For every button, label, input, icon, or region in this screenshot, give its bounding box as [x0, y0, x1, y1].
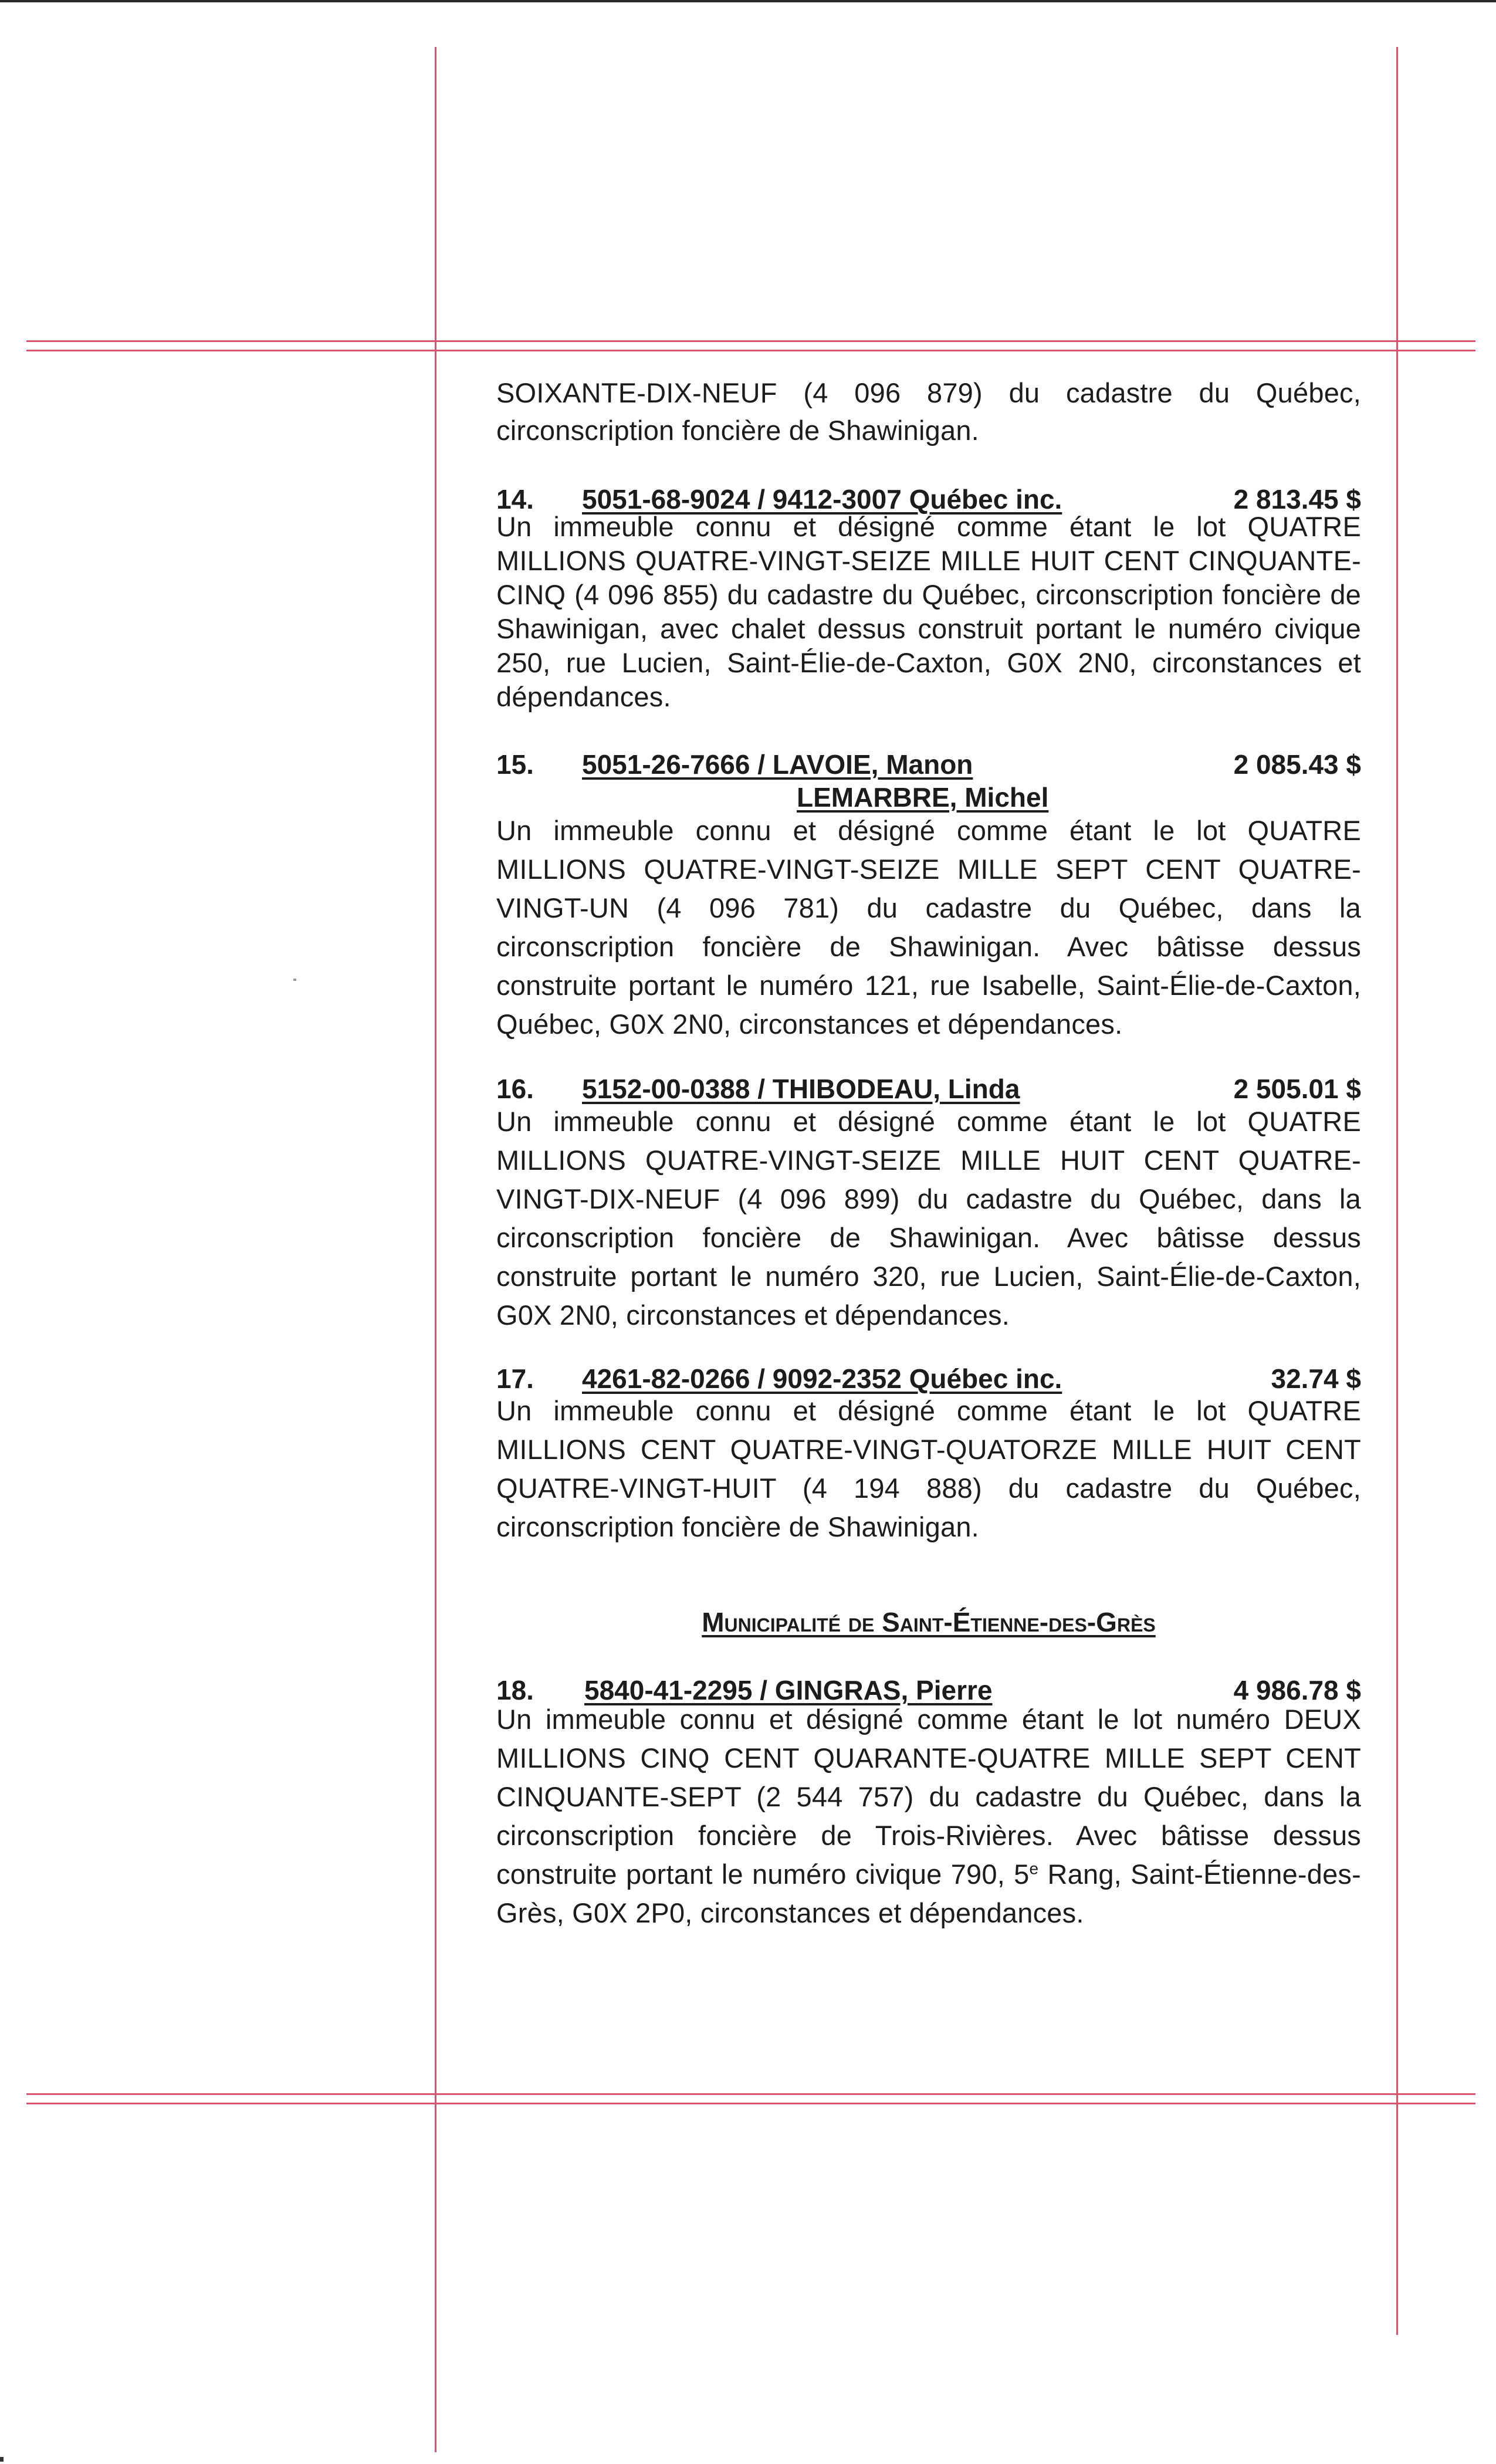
- entry-reference: 5051-68-9024 / 9412-3007 Québec inc.: [582, 484, 1062, 515]
- entry-description-16: Un immeuble connu et désigné comme étant le lot QUATRE MILLIONS QUATRE-VINGT-SEIZE MILLE HUIT CENT QUATRE-VINGT-DIX-NEUF (4 096 899) du cadastre du Québec, dans la circonscription foncière de Shawinigan. Avec bâtisse dessus construite portant le numéro 320, rue Lucien, Saint-Élie-de-Caxton, G0X 2N0, circonstances et dépendances.: [496, 1106, 1361, 1331]
- entry-reference: 4261-82-0266 / 9092-2352 Québec inc.: [582, 1363, 1062, 1394]
- entry-number: 18.: [496, 1675, 534, 1705]
- entry-number: 15.: [496, 749, 534, 780]
- left-margin-rule: [435, 47, 436, 2452]
- bottom-margin-rule-2: [26, 2103, 1475, 2104]
- entry-amount: 32.74 $: [1271, 1363, 1361, 1394]
- top-margin-rule-2: [26, 350, 1475, 351]
- entry-description-14: Un immeuble connu et désigné comme étant le lot QUATRE MILLIONS QUATRE-VINGT-SEIZE MILLE HUIT CENT CINQUANTE-CINQ (4 096 855) du cadastre du Québec, circonscription foncière de Shawinigan, avec chalet dessus construit portant le numéro civique 250, rue Lucien, Saint-Élie-de-Caxton, G0X 2N0, circonstances et dépendances.: [496, 511, 1361, 712]
- scan-speck: [293, 979, 296, 981]
- intro-paragraph: SOIXANTE-DIX-NEUF (4 096 879) du cadastre du Québec, circonscription foncière de Shawinigan.: [496, 377, 1361, 446]
- scan-corner-mark: [0, 2457, 4, 2462]
- bottom-margin-rule-1: [26, 2093, 1475, 2095]
- entry-reference: 5152-00-0388 / THIBODEAU, Linda: [582, 1074, 1020, 1104]
- entry-number: 17.: [496, 1363, 534, 1394]
- top-margin-rule-1: [26, 340, 1475, 342]
- entry-co-owner: LEMARBRE, Michel: [797, 782, 1049, 813]
- entry-description-17: Un immeuble connu et désigné comme étant le lot QUATRE MILLIONS CENT QUATRE-VINGT-QUATORZE MILLE HUIT CENT QUATRE-VINGT-HUIT (4 194 888) du cadastre du Québec, circonscription foncière de Shawinigan.: [496, 1395, 1361, 1542]
- entry-amount: 2 813.45 $: [1233, 484, 1361, 515]
- right-margin-rule: [1396, 47, 1398, 2335]
- scan-top-edge: [0, 0, 1496, 2]
- entry-description-15: Un immeuble connu et désigné comme étant le lot QUATRE MILLIONS QUATRE-VINGT-SEIZE MILLE SEPT CENT QUATRE-VINGT-UN (4 096 781) du cadastre du Québec, dans la circonscription foncière de Shawinigan. Avec bâtisse dessus construite portant le numéro 121, rue Isabelle, Saint-Élie-de-Caxton, Québec, G0X 2N0, circonstances et dépendances.: [496, 815, 1361, 1040]
- ordinal-superscript: e: [1029, 1859, 1039, 1878]
- entry-amount: 2 085.43 $: [1233, 749, 1361, 780]
- entry-amount: 2 505.01 $: [1233, 1074, 1361, 1104]
- entry-number: 16.: [496, 1074, 534, 1104]
- entry-reference: 5051-26-7666 / LAVOIE, Manon: [582, 749, 973, 780]
- entry-description-18: [496, 1700, 1361, 1932]
- entry-reference: 5840-41-2295 / GINGRAS, Pierre: [584, 1675, 993, 1705]
- municipality-title: Municipalité de Saint-Étienne-des-Grès: [702, 1607, 1156, 1637]
- entry-amount: 4 986.78 $: [1233, 1675, 1361, 1705]
- entry-description-text: Un immeuble connu et désigné comme étant le lot numéro DEUX MILLIONS CINQ CENT QUARANTE-QUATRE MILLE SEPT CENT CINQUANTE-SEPT (2 544 757) du cadastre du Québec, dans la circonscription foncière de Trois-Rivières. Avec bâtisse dessus construite portant le numéro civique 790, 5: [496, 1704, 1361, 1890]
- entry-description-text-end: Rang, Saint-Étienne-des-Grès, G0X 2P0, circonstances et dépendances.: [496, 1859, 1361, 1928]
- entry-number: 14.: [496, 484, 534, 515]
